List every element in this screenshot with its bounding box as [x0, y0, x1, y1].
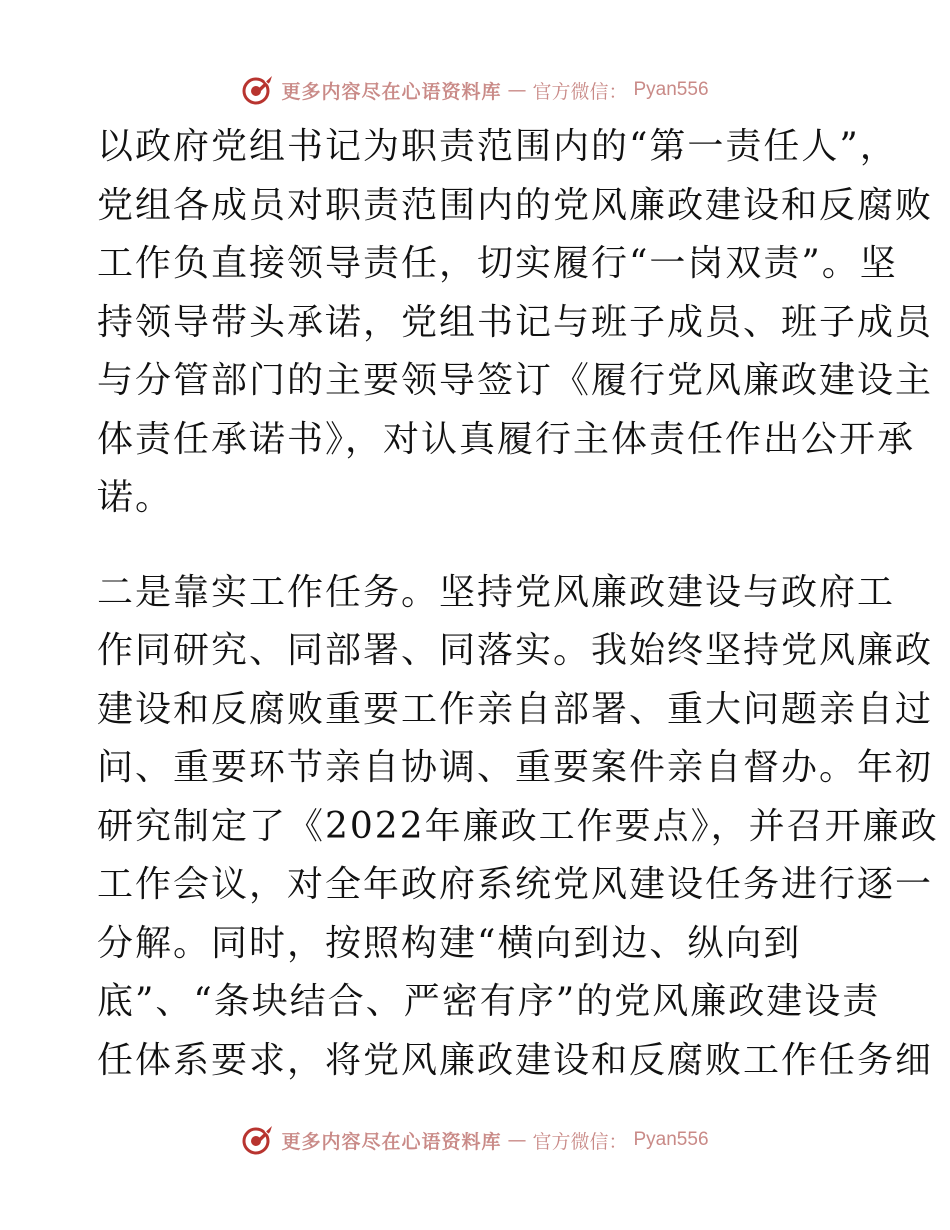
quill-seal-icon [241, 73, 275, 107]
text-line: 党组各成员对职责范围内的党风廉政建设和反腐败 [97, 184, 934, 226]
paragraph-2 [97, 564, 939, 1091]
paragraph-gap [97, 528, 857, 564]
text-line: 与分管部门的主要领导签订《履行党风廉政建设主 [97, 360, 934, 401]
text-line: 体责任承诺书》，对认真履行主体责任作出公开承 [97, 418, 916, 460]
banner-dash: — [507, 79, 527, 101]
text-line: 二是靠实工作任务。坚持党风廉政建设与政府工 [97, 571, 896, 613]
text-line: 任体系要求，将党风廉政建设和反腐败工作任务细 [97, 1039, 934, 1081]
text-line: 问、重要环节亲自协调、重要案件亲自督办。年初 [97, 747, 934, 788]
banner-dash: — [507, 1129, 527, 1151]
banner-wechat-label: 官方微信： [532, 1130, 628, 1153]
quill-seal-icon [241, 1123, 275, 1157]
text-line: 作同研究、同部署、同落实。我始终坚持党风廉政 [97, 630, 934, 671]
banner-title: 更多内容尽在心语资料库 [281, 80, 502, 103]
text-line: 持领导带头承诺，党组书记与班子成员、班子成员 [97, 301, 934, 343]
text-line: 诺。 [97, 477, 174, 518]
banner-wechat-label: 官方微信： [532, 80, 628, 103]
text-line: 分解。同时，按照构建“横向到边、纵向到 [97, 922, 802, 964]
text-line: 建设和反腐败重要工作亲自部署、重大问题亲自过 [97, 688, 934, 730]
text-line: 工作会议，对全年政府系统党风建设任务进行逐一 [97, 864, 934, 905]
text-line: 工作负直接领导责任，切实履行“一岗双责”。坚 [97, 243, 898, 284]
text-line: 研究制定了《2022年廉政工作要点》，并召开廉政 [97, 805, 939, 847]
banner-wechat-id: Pyan556 [633, 1129, 709, 1150]
document-body [97, 118, 939, 1090]
header-banner [0, 70, 950, 110]
text-line: 底”、“条块结合、严密有序”的党风廉政建设责 [97, 981, 881, 1022]
paragraph-1 [97, 118, 934, 528]
banner-wechat-id: Pyan556 [633, 79, 709, 100]
text-line: 以政府党组书记为职责范围内的“第一责任人”， [97, 126, 898, 167]
footer-banner [0, 1120, 950, 1160]
banner-title: 更多内容尽在心语资料库 [281, 1130, 502, 1153]
